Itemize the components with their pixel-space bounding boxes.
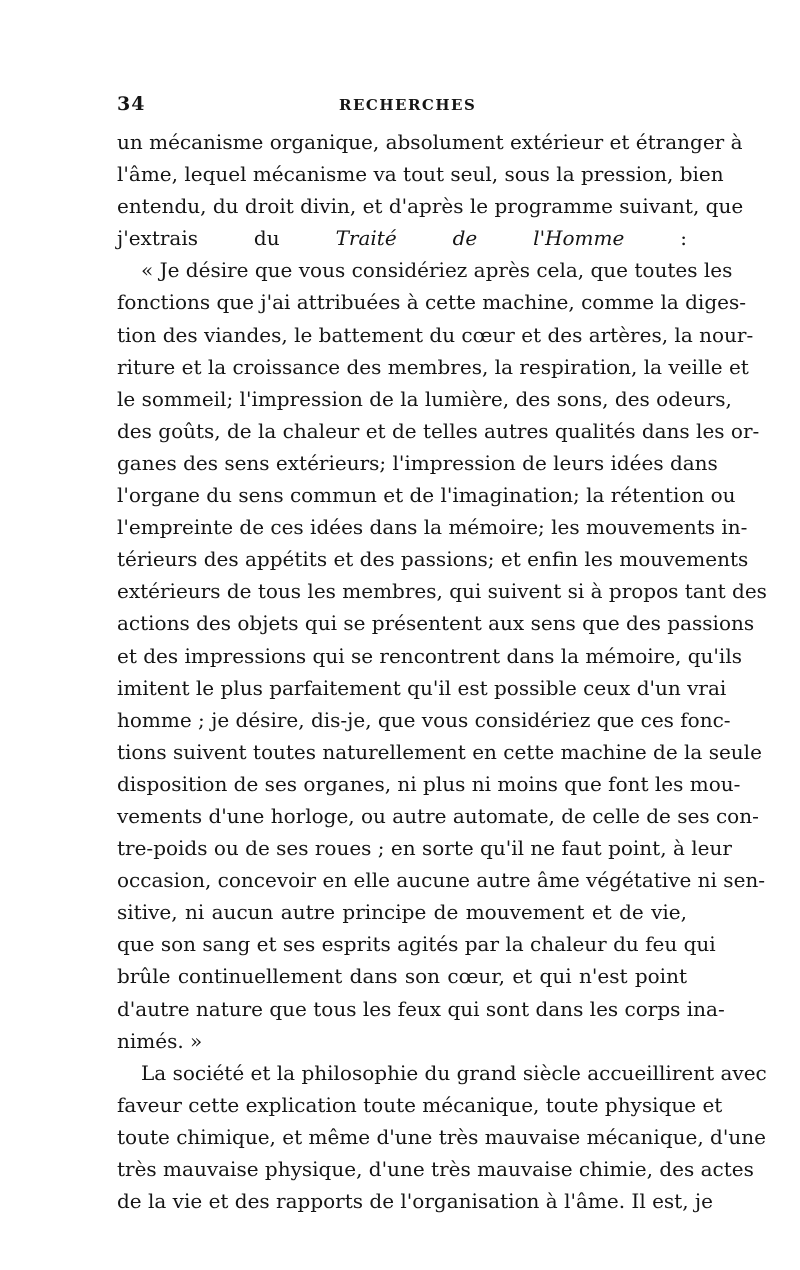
text-line: actions des objets qui se présentent aux sens que des passions	[117, 611, 755, 636]
text-line: riture et la croissance des membres, la respiration, la veille et	[117, 354, 749, 379]
text-line: sitive, ni aucun autre principe de mouvement et de vie,	[117, 900, 687, 925]
text-line: et des impressions qui se rencontrent dans la mémoire, qu'ils	[117, 643, 742, 668]
text-line: des goûts, de la chaleur et de telles autres qualités dans les or-	[117, 418, 760, 443]
text-line: imitent le plus parfaitement qu'il est possible ceux d'un vrai	[117, 675, 727, 700]
text-line: tions suivent toutes naturellement en cette machine de la seule	[117, 739, 762, 764]
text-line: un mécanisme organique, absolument extérieur et étranger à	[117, 130, 743, 154]
text-line: occasion, concevoir en elle aucune autre âme végétative ni sen-	[117, 868, 766, 893]
text-segment: :	[624, 226, 687, 251]
text-segment: j'extrais du	[117, 226, 336, 251]
text-line: l'empreinte de ces idées dans la mémoire; les mouvements in-	[117, 515, 748, 540]
text-line: térieurs des appétits et des passions; et enfin les mouvements	[117, 547, 749, 572]
text-line: brûle continuellement dans son cœur, et qui n'est point	[117, 964, 687, 989]
quote-first-line: « Je désire que vous considériez après cela, que toutes les	[141, 258, 733, 283]
text-line: d'autre nature que tous les feux qui sont dans les corps ina-	[117, 996, 725, 1021]
quote-last-line: nimés. »	[117, 1028, 203, 1053]
text-line: homme ; je désire, dis-je, que vous considériez que ces fonc-	[117, 707, 731, 732]
text-line: tre-poids ou de ses roues ; en sorte qu'il ne faut point, à leur	[117, 836, 732, 861]
text-line: fonctions que j'ai attribuées à cette machine, comme la diges-	[117, 290, 746, 315]
text-line: vements d'une horloge, ou autre automate, de celle de ses con-	[117, 803, 759, 828]
page-number: 34	[117, 93, 146, 115]
running-title: RECHERCHES	[339, 96, 477, 114]
text-line: extérieurs de tous les membres, qui suivent si à propos tant des	[117, 579, 767, 604]
text-line: disposition de ses organes, ni plus ni moins que font les mou-	[117, 771, 741, 796]
text-line: de la vie et des rapports de l'organisation à l'âme. Il est, je	[117, 1189, 713, 1214]
book-title: Traité de l'Homme	[335, 226, 625, 251]
text-line: l'âme, lequel mécanisme va tout seul, sous la pression, bien	[117, 162, 724, 187]
page-header	[117, 93, 687, 123]
text-line: le sommeil; l'impression de la lumière, des sons, des odeurs,	[117, 386, 732, 411]
text-line: tion des viandes, le battement du cœur et des artères, la nour-	[117, 322, 754, 347]
text-line: entendu, du droit divin, et d'après le programme suivant, que	[117, 194, 744, 219]
text-line: l'organe du sens commun et de l'imagination; la rétention ou	[117, 483, 736, 508]
paragraph-first-line: La société et la philosophie du grand siècle accueillirent avec	[141, 1060, 767, 1085]
text-line: que son sang et ses esprits agités par la chaleur du feu qui	[117, 932, 716, 957]
text-line: très mauvaise physique, d'une très mauvaise chimie, des actes	[117, 1157, 754, 1181]
text-line	[117, 222, 687, 254]
text-line: ganes des sens extérieurs; l'impression de leurs idées dans	[117, 450, 718, 475]
body-text	[117, 126, 767, 1217]
text-line: toute chimique, et même d'une très mauvaise mécanique, d'une	[117, 1124, 766, 1149]
text-line: faveur cette explication toute mécanique, toute physique et	[117, 1092, 723, 1117]
